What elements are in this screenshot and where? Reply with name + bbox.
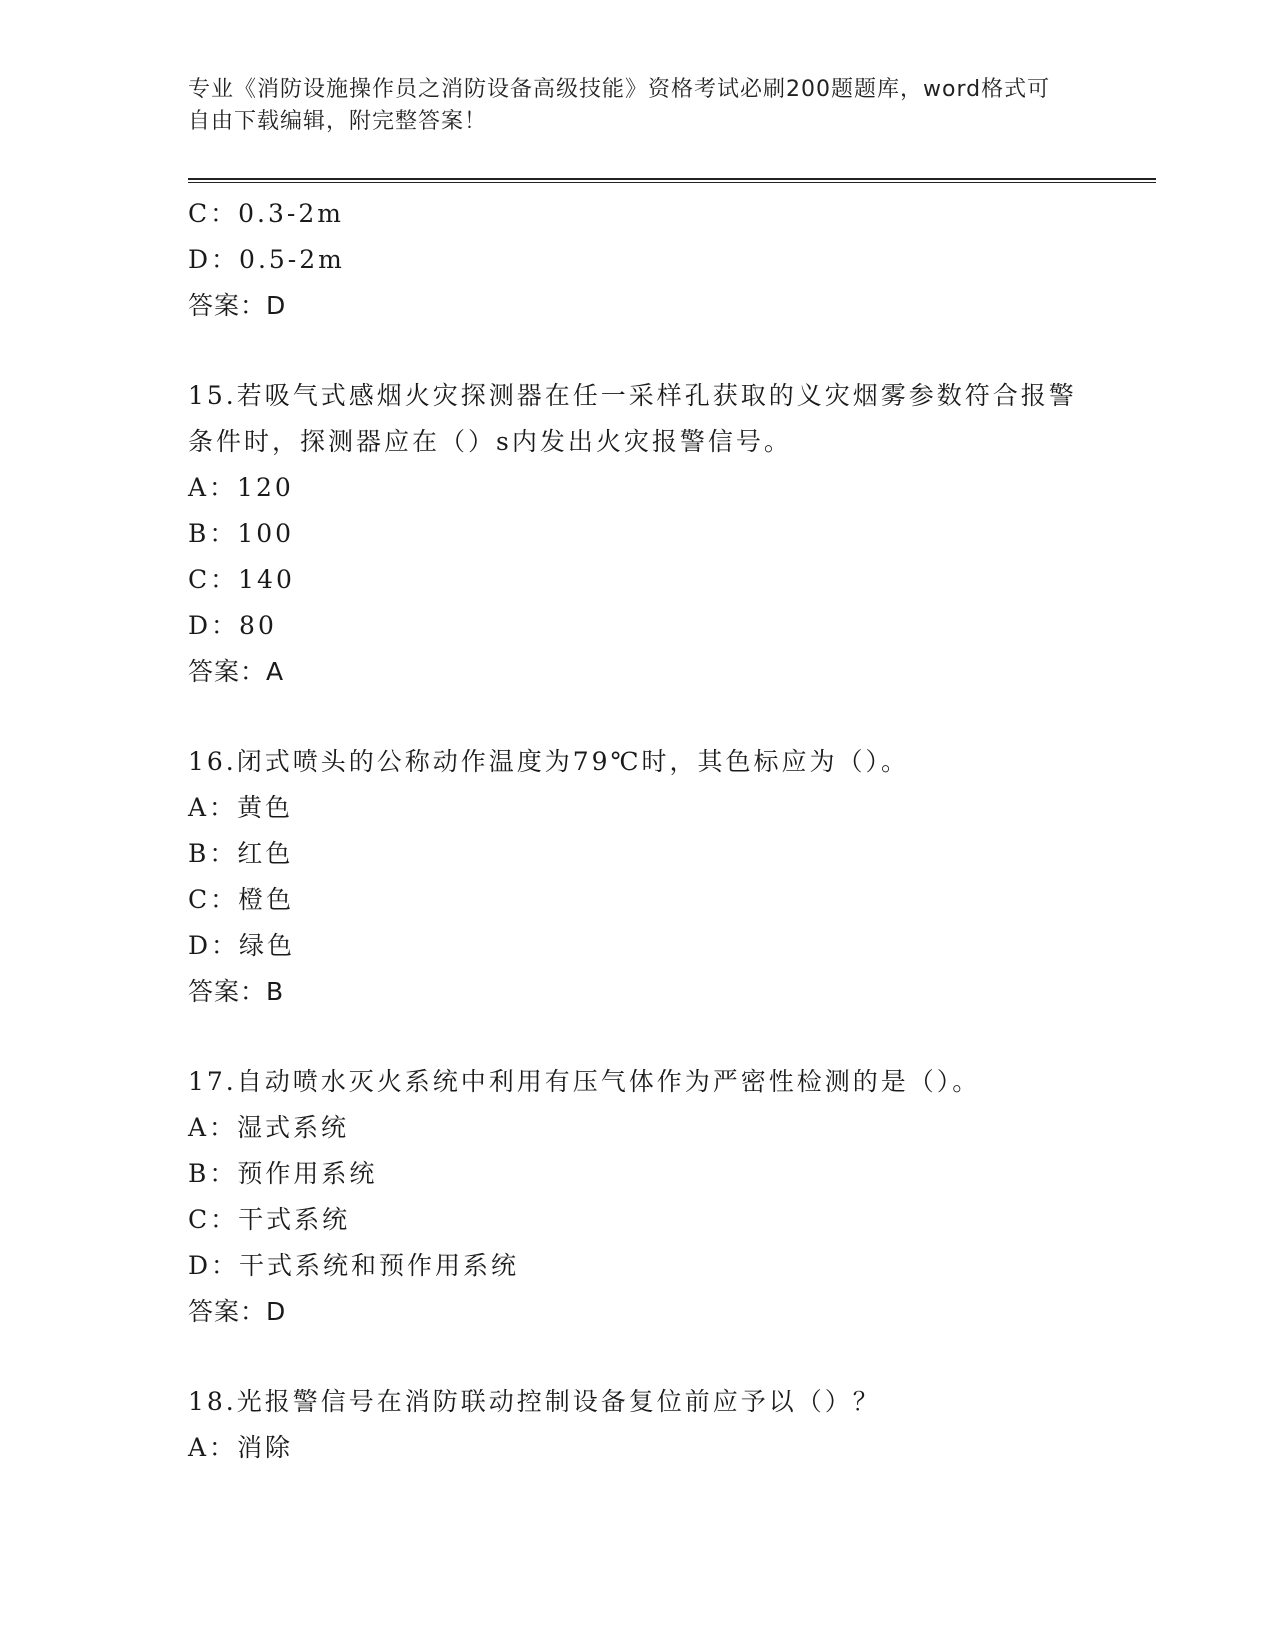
spacer	[188, 1335, 1088, 1379]
option-b: B：预作用系统	[188, 1159, 378, 1188]
option-d: D：干式系统和预作用系统	[188, 1251, 520, 1280]
question-16	[188, 739, 1088, 1015]
question-stem: 15.若吸气式感烟火灾探测器在任一采样孔获取的义灾烟雾参数符合报警条件时，探测器应在（）s内发出火灾报警信号。	[188, 381, 1077, 456]
question-18	[188, 1379, 1088, 1471]
option-d: D：80	[188, 611, 277, 640]
option-c: C：橙色	[188, 885, 295, 914]
answer: 答案：D	[188, 1297, 287, 1326]
option-c: C：140	[188, 565, 295, 594]
option-a: A：黄色	[188, 793, 294, 822]
answer: 答案：A	[188, 657, 285, 686]
option-b: B：100	[188, 519, 295, 548]
option-a: A：消除	[188, 1433, 294, 1462]
spacer	[188, 1015, 1088, 1059]
question-15	[188, 373, 1088, 695]
question-stem: 17.自动喷水灭火系统中利用有压气体作为严密性检测的是（）。	[188, 1067, 981, 1096]
option-d: D：0.5-2m	[188, 245, 345, 274]
option-c: C：干式系统	[188, 1205, 351, 1234]
option-c: C：0.3-2m	[188, 199, 344, 228]
spacer	[188, 329, 1088, 373]
option-b: B：红色	[188, 839, 294, 868]
option-d: D：绿色	[188, 931, 296, 960]
option-a: A：湿式系统	[188, 1113, 350, 1142]
header-rule	[188, 178, 1156, 183]
question-stem: 16.闭式喷头的公称动作温度为79℃时，其色标应为（）。	[188, 747, 910, 776]
option-a: A：120	[188, 473, 294, 502]
document-body	[188, 191, 1088, 1471]
page-header	[188, 74, 1068, 138]
header-text: 专业《消防设施操作员之消防设备高级技能》资格考试必刷200题题库，word格式可自由下载编辑，附完整答案！	[188, 77, 1051, 134]
question-stem: 18.光报警信号在消防联动控制设备复位前应予以（）？	[188, 1387, 881, 1416]
spacer	[188, 695, 1088, 739]
answer: 答案：D	[188, 291, 287, 320]
answer: 答案：B	[188, 977, 285, 1006]
prev-question-tail	[188, 191, 1088, 329]
question-17	[188, 1059, 1088, 1335]
